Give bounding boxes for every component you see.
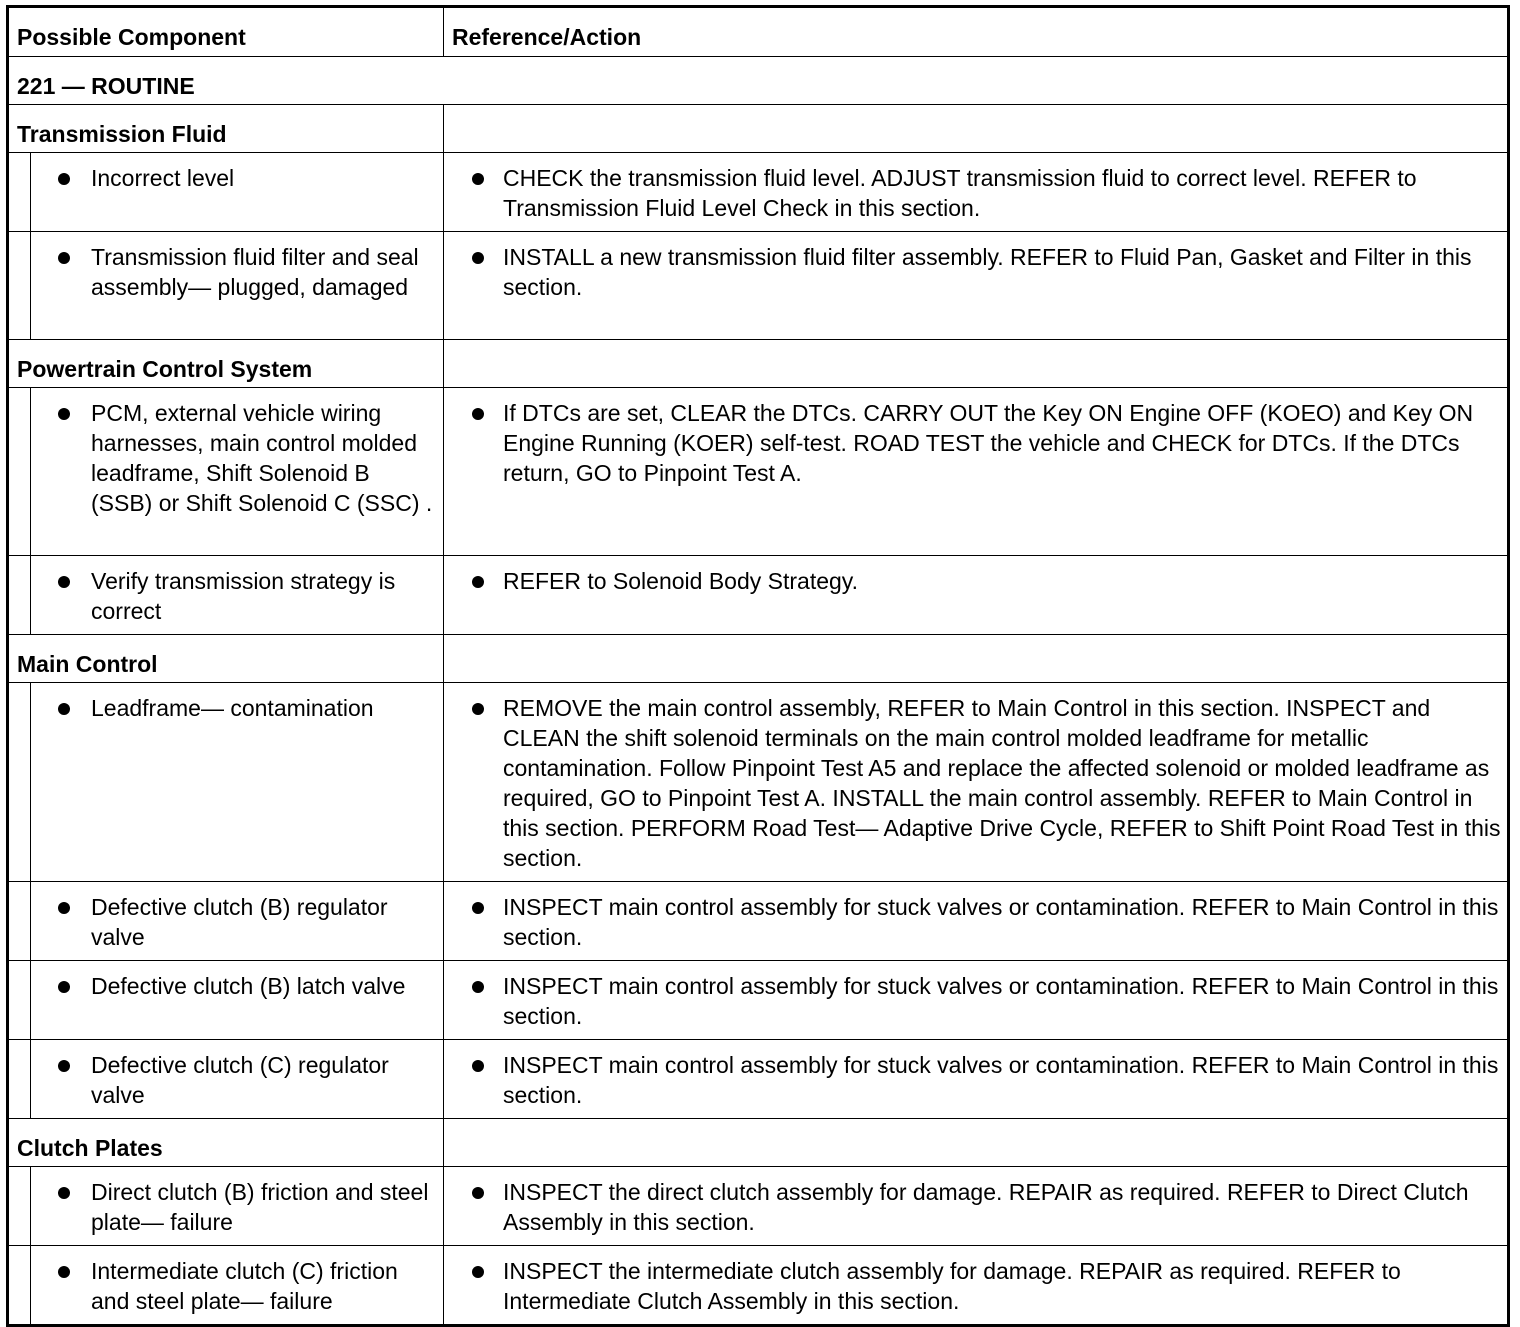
group-action-empty (444, 105, 1509, 153)
component-cell (31, 232, 444, 340)
action-cell-text: INSPECT the intermediate clutch assembly for damage. REPAIR as required. REFER to Intermediate Clutch Assembly in this section. (503, 1258, 1401, 1314)
bullet-icon (58, 1266, 70, 1278)
bullet-icon (472, 408, 484, 420)
routine-row (8, 57, 1509, 105)
bullet-item (444, 1050, 1503, 1110)
bullet-item (31, 163, 437, 193)
header-action: Reference/Action (444, 7, 1509, 57)
group-title: Powertrain Control System (8, 340, 444, 388)
bullet-item (31, 1050, 437, 1110)
bullet-icon (58, 902, 70, 914)
action-cell (444, 232, 1509, 340)
component-cell-text: Intermediate clutch (C) friction and steel plate— failure (91, 1258, 398, 1314)
bullet-item (31, 693, 437, 723)
bullet-icon (472, 252, 484, 264)
component-cell (31, 1040, 444, 1119)
indent-cell (8, 882, 31, 961)
table-row (8, 153, 1509, 232)
indent-cell (8, 1167, 31, 1246)
action-cell (444, 388, 1509, 556)
table-body (8, 7, 1509, 1326)
group-row (8, 340, 1509, 388)
bullet-icon (472, 1060, 484, 1072)
bullet-icon (58, 252, 70, 264)
action-cell-text: INSPECT main control assembly for stuck valves or contamination. REFER to Main Control in this section. (503, 973, 1499, 1029)
component-cell-text: Defective clutch (B) regulator valve (91, 894, 388, 950)
bullet-icon (472, 576, 484, 588)
bullet-item (31, 398, 437, 518)
table-row (8, 1246, 1509, 1326)
indent-cell (8, 153, 31, 232)
bullet-item (444, 163, 1503, 223)
component-cell-text: Incorrect level (91, 165, 235, 191)
indent-cell (8, 683, 31, 882)
bullet-item (31, 242, 437, 302)
bullet-icon (472, 173, 484, 185)
bullet-icon (58, 981, 70, 993)
table-row (8, 882, 1509, 961)
bullet-item (31, 892, 437, 952)
group-action-empty (444, 1119, 1509, 1167)
action-cell (444, 882, 1509, 961)
group-action-empty (444, 635, 1509, 683)
bullet-item (31, 566, 437, 626)
bullet-icon (58, 173, 70, 185)
action-cell (444, 556, 1509, 635)
action-cell (444, 1167, 1509, 1246)
component-cell-text: Transmission fluid filter and seal assembly— plugged, damaged (91, 244, 419, 300)
bullet-icon (58, 703, 70, 715)
bullet-item (444, 892, 1503, 952)
bullet-icon (58, 408, 70, 420)
bullet-icon (58, 1060, 70, 1072)
bullet-icon (472, 902, 484, 914)
action-cell-text: REFER to Solenoid Body Strategy. (503, 568, 858, 594)
action-cell (444, 1246, 1509, 1326)
table-row (8, 388, 1509, 556)
bullet-item (444, 971, 1503, 1031)
action-cell-text: INSPECT main control assembly for stuck valves or contamination. REFER to Main Control in this section. (503, 894, 1499, 950)
component-cell (31, 556, 444, 635)
bullet-icon (58, 1187, 70, 1199)
indent-cell (8, 556, 31, 635)
component-cell (31, 882, 444, 961)
action-cell-text: If DTCs are set, CLEAR the DTCs. CARRY OUT the Key ON Engine OFF (KOEO) and Key ON Engine Running (KOER) self-test. ROAD TEST the vehicle and CHECK for DTCs. If the DTCs return, GO to Pinpoint Test A. (503, 400, 1474, 486)
group-row (8, 1119, 1509, 1167)
component-cell (31, 683, 444, 882)
group-row (8, 105, 1509, 153)
bullet-icon (472, 703, 484, 715)
header-row (8, 7, 1509, 57)
component-cell (31, 1246, 444, 1326)
action-cell-text: INSPECT main control assembly for stuck valves or contamination. REFER to Main Control in this section. (503, 1052, 1499, 1108)
bullet-item (444, 242, 1503, 302)
action-cell (444, 153, 1509, 232)
component-cell-text: PCM, external vehicle wiring harnesses, main control molded leadframe, Shift Solenoid B (SSB) or Shift Solenoid C (SSC) . (91, 400, 433, 516)
group-title: Clutch Plates (8, 1119, 444, 1167)
bullet-item (444, 566, 1503, 596)
routine-title: 221 — ROUTINE (8, 57, 1509, 105)
bullet-icon (58, 576, 70, 588)
action-cell-text: CHECK the transmission fluid level. ADJUST transmission fluid to correct level. REFER to Transmission Fluid Level Check in this section. (503, 165, 1417, 221)
table-row (8, 961, 1509, 1040)
header-component: Possible Component (8, 7, 444, 57)
indent-cell (8, 1040, 31, 1119)
action-cell-text: INSPECT the direct clutch assembly for damage. REPAIR as required. REFER to Direct Clutch Assembly in this section. (503, 1179, 1469, 1235)
component-cell-text: Defective clutch (B) latch valve (91, 973, 406, 999)
bullet-icon (472, 981, 484, 993)
bullet-item (444, 398, 1503, 488)
diagnosis-table (6, 5, 1510, 1327)
bullet-icon (472, 1266, 484, 1278)
component-cell-text: Leadframe— contamination (91, 695, 374, 721)
component-cell-text: Defective clutch (C) regulator valve (91, 1052, 389, 1108)
bullet-item (444, 1177, 1503, 1237)
group-action-empty (444, 340, 1509, 388)
group-title: Main Control (8, 635, 444, 683)
group-title: Transmission Fluid (8, 105, 444, 153)
action-cell-text: INSTALL a new transmission fluid filter assembly. REFER to Fluid Pan, Gasket and Filter in this section. (503, 244, 1472, 300)
indent-cell (8, 1246, 31, 1326)
table-row (8, 556, 1509, 635)
group-row (8, 635, 1509, 683)
action-cell (444, 961, 1509, 1040)
indent-cell (8, 232, 31, 340)
bullet-item (31, 1177, 437, 1237)
bullet-item (444, 693, 1503, 873)
component-cell (31, 153, 444, 232)
bullet-item (444, 1256, 1503, 1316)
table-row (8, 232, 1509, 340)
component-cell-text: Direct clutch (B) friction and steel plate— failure (91, 1179, 429, 1235)
component-cell (31, 1167, 444, 1246)
action-cell-text: REMOVE the main control assembly, REFER to Main Control in this section. INSPECT and CLEAN the shift solenoid terminals on the main control molded leadframe for metallic contamination. Follow Pinpoint Test A5 and replace the affected solenoid or molded leadframe as required, GO to Pinpoint Test A. INSTALL the main control assembly. REFER to Main Control in this section. PERFORM Road Test— Adaptive Drive Cycle, REFER to Shift Point Road Test in this section. (503, 695, 1501, 871)
component-cell-text: Verify transmission strategy is correct (91, 568, 396, 624)
table-row (8, 683, 1509, 882)
indent-cell (8, 961, 31, 1040)
bullet-item (31, 1256, 437, 1316)
bullet-icon (472, 1187, 484, 1199)
table-row (8, 1040, 1509, 1119)
action-cell (444, 1040, 1509, 1119)
component-cell (31, 961, 444, 1040)
indent-cell (8, 388, 31, 556)
action-cell (444, 683, 1509, 882)
table-row (8, 1167, 1509, 1246)
bullet-item (31, 971, 437, 1001)
component-cell (31, 388, 444, 556)
